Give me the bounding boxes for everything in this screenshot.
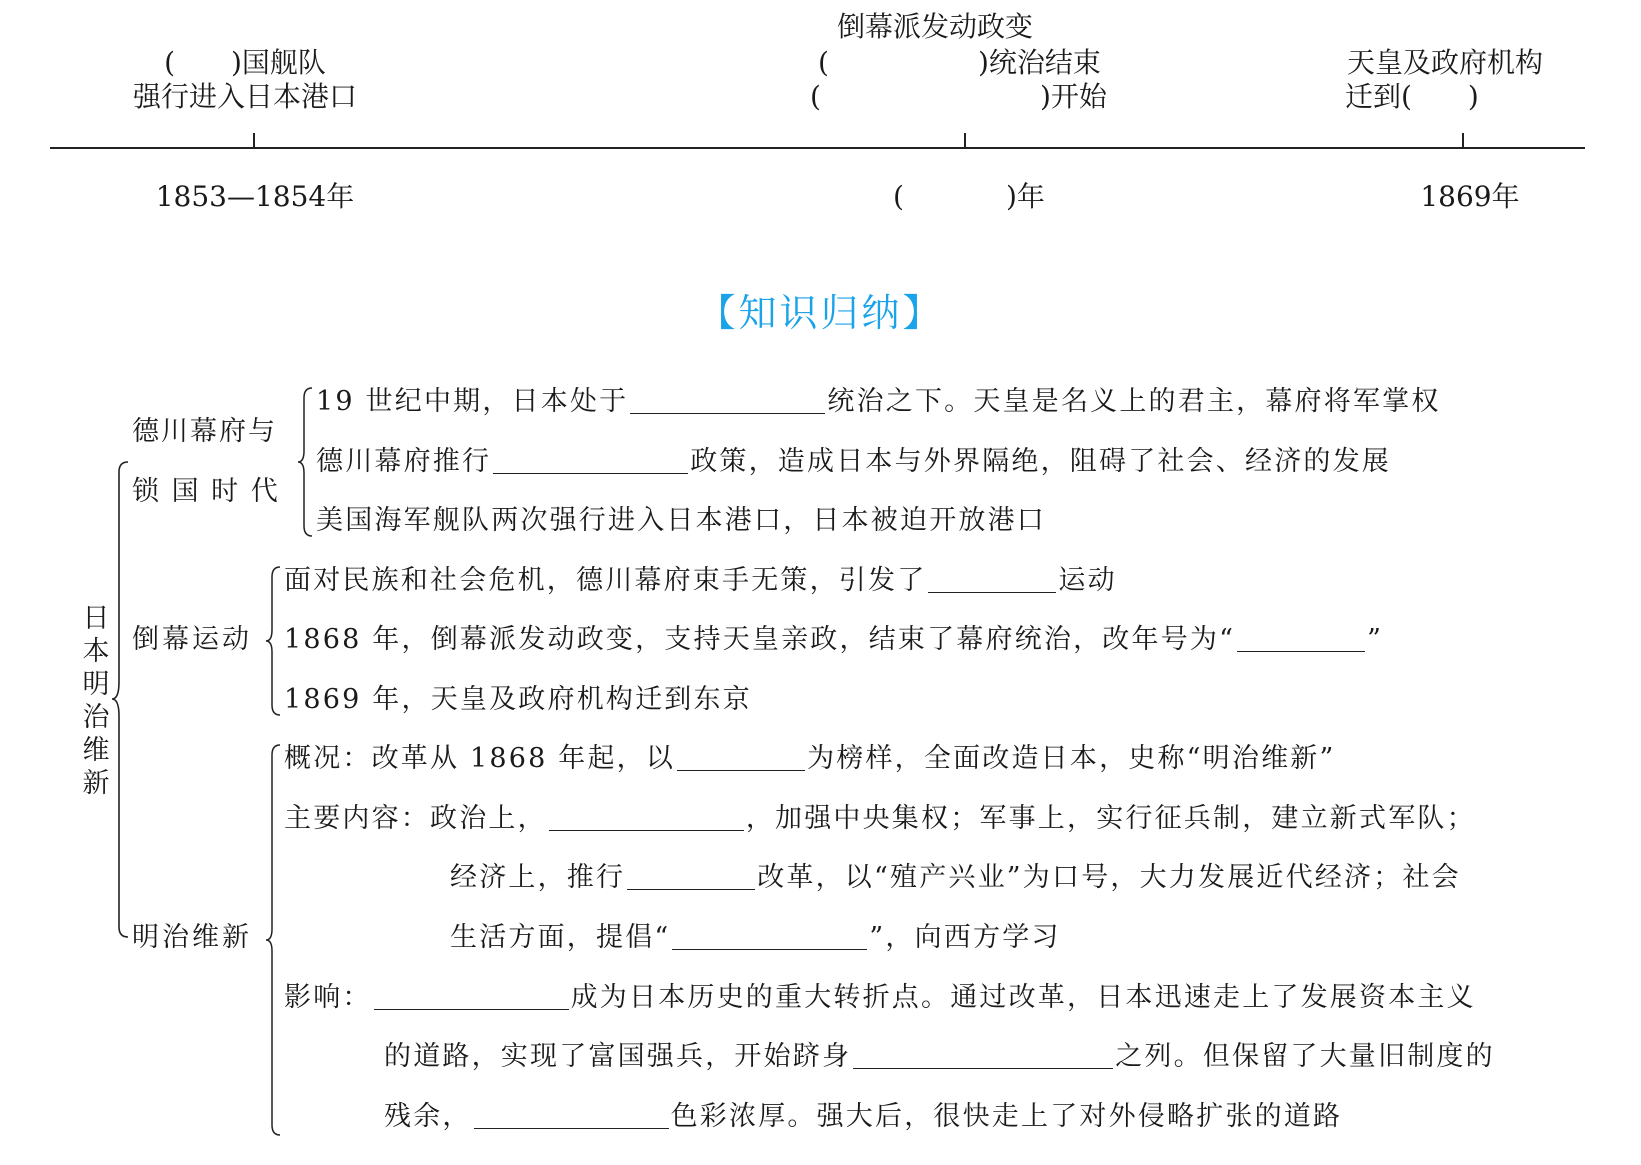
answer-blank[interactable] [474, 1102, 669, 1129]
event1-date: 1853—1854年 [155, 180, 355, 213]
event2-date-close: )年 [1006, 180, 1045, 213]
section-title: 【知识归纳】 [697, 291, 944, 335]
event3-line2: 迁到( ) [1345, 80, 1479, 113]
answer-blank[interactable] [493, 447, 688, 474]
answer-blank[interactable] [853, 1042, 1113, 1069]
event2-line3-open: ( [810, 80, 821, 113]
section2-brace [264, 567, 284, 715]
timeline-tick [1462, 133, 1464, 147]
section3-row5: 影响： 成为日本历史的重大转折点。通过改革，日本迅速走上了发展资本主义 [284, 982, 1476, 1013]
answer-blank[interactable] [549, 804, 744, 831]
timeline-tick [253, 133, 255, 147]
section1-brace [296, 388, 316, 536]
event2-line2-close: )统治结束 [978, 46, 1101, 79]
section2-row1: 面对民族和社会危机，德川幕府束手无策，引发了 运动 [284, 565, 1117, 596]
section3-row1: 概况：改革从 1868 年起，以 为榜样，全面改造日本，史称“明治维新” [284, 743, 1336, 774]
section2-row3: 1869 年，天皇及政府机构迁到东京 [284, 684, 752, 715]
answer-blank[interactable] [677, 744, 805, 771]
answer-blank[interactable] [374, 983, 569, 1010]
section1-row1: 19 世纪中期，日本处于 统治之下。天皇是名义上的君主，幕府将军掌权 [316, 386, 1441, 417]
timeline-tick [964, 133, 966, 147]
section3-row2: 主要内容：政治上， ，加强中央集权；军事上，实行征兵制，建立新式军队； [284, 803, 1476, 834]
event1-line1: ( )国舰队 [164, 46, 326, 79]
section2-label: 倒幕运动 [132, 624, 252, 655]
section1-label-line2: 锁 国 时 代 [132, 476, 280, 507]
answer-blank[interactable] [630, 387, 825, 414]
event2-line1: 倒幕派发动政变 [836, 10, 1033, 43]
answer-blank[interactable] [672, 923, 867, 950]
answer-blank[interactable] [1237, 625, 1365, 652]
section1-row2: 德川幕府推行 政策，造成日本与外界隔绝，阻碍了社会、经济的发展 [316, 446, 1392, 477]
answer-blank[interactable] [928, 566, 1056, 593]
event2-line3-close: )开始 [1040, 80, 1107, 113]
section1-row3: 美国海军舰队两次强行进入日本港口，日本被迫开放港口 [316, 505, 1046, 536]
event1-line2: 强行进入日本港口 [132, 80, 357, 113]
main-brace [110, 462, 134, 937]
timeline-axis [50, 147, 1585, 149]
event2-date-open: ( [893, 180, 904, 213]
section3-label: 明治维新 [132, 922, 252, 953]
event3-date: 1869年 [1420, 180, 1520, 213]
section3-row4: 生活方面，提倡“ ”，向西方学习 [450, 922, 1061, 953]
answer-blank[interactable] [627, 863, 755, 890]
root-label: 日 本 明 治 维 新 [82, 603, 110, 799]
section3-row7: 残余， 色彩浓厚。强大后，很快走上了对外侵略扩张的道路 [384, 1101, 1343, 1132]
section3-brace [264, 745, 284, 1135]
section1-label-line1: 德川幕府与 [132, 416, 277, 447]
section3-row3: 经济上，推行 改革，以“殖产兴业”为口号，大力发展近代经济；社会 [450, 862, 1461, 893]
event2-line2-open: ( [818, 46, 829, 79]
event3-line1: 天皇及政府机构 [1346, 46, 1543, 79]
section3-row6: 的道路，实现了富国强兵，开始跻身 之列。但保留了大量旧制度的 [384, 1041, 1495, 1072]
section2-row2: 1868 年，倒幕派发动政变，支持天皇亲政，结束了幕府统治，改年号为“ ” [284, 624, 1384, 655]
